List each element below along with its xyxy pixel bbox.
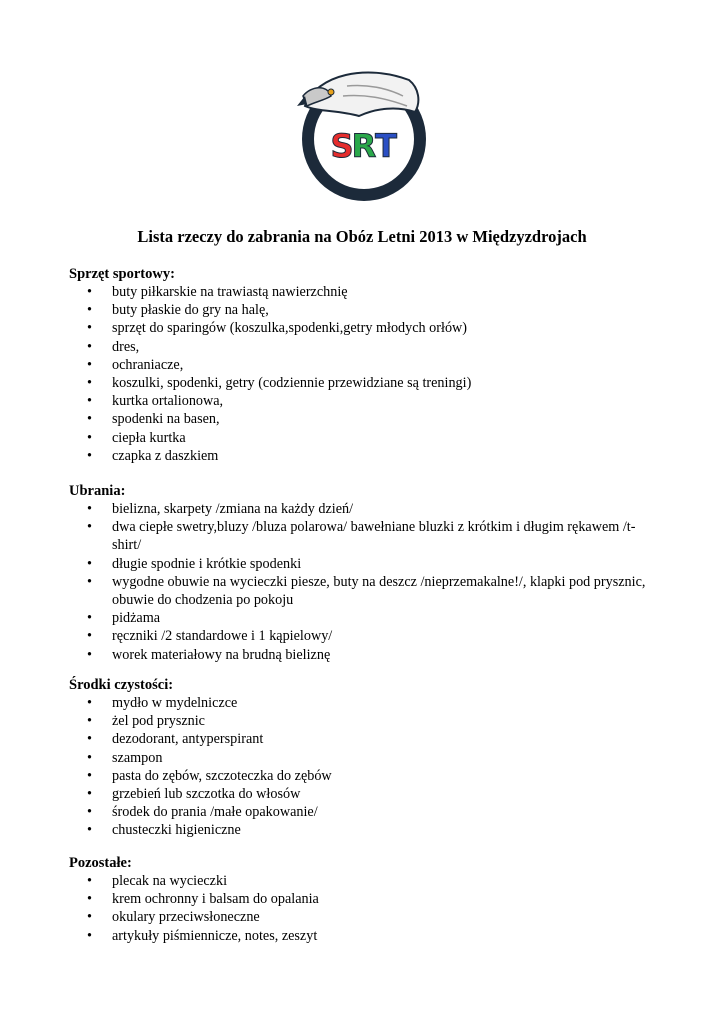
list-item: • plecak na wycieczki	[69, 872, 652, 890]
list-item: • czapka z daszkiem	[69, 447, 652, 465]
section-clothes	[69, 482, 669, 664]
list-item: • grzebień lub szczotka do włosów	[69, 785, 652, 803]
logo-ring-text: MŁODE ORŁY HALINÓW	[314, 153, 414, 191]
list-item: • żel pod prysznic	[69, 712, 652, 730]
section-heading: Sprzęt sportowy:	[69, 266, 175, 282]
list-item: • okulary przeciwsłoneczne	[69, 908, 652, 926]
list-item: • dwa ciepłe swetry,bluzy /bluza polarowa/ bawełniane bluzki z krótkim i długim rękawem /t-shirt/	[69, 518, 652, 554]
list-item: • buty płaskie do gry na halę,	[69, 301, 652, 319]
section-toiletries	[69, 676, 669, 840]
list-item: • worek materiałowy na brudną bieliznę	[69, 646, 652, 664]
section-heading: Pozostałe:	[69, 855, 132, 871]
list-item: • sprzęt do sparingów (koszulka,spodenki,getry młodych orłów)	[69, 319, 652, 337]
item-list	[69, 872, 669, 945]
logo-letter-s: S	[330, 127, 354, 165]
list-item: • pasta do zębów, szczoteczka do zębów	[69, 767, 652, 785]
item-list	[69, 500, 669, 664]
section-sports-equipment	[69, 265, 669, 465]
list-item: • bielizna, skarpety /zmiana na każdy dzień/	[69, 500, 652, 518]
list-item: • krem ochronny i balsam do opalania	[69, 890, 652, 908]
srt-club-logo	[297, 66, 431, 206]
logo-letter-t: T	[375, 127, 397, 165]
list-item: • buty piłkarskie na trawiastą nawierzchnię	[69, 283, 652, 301]
item-list	[69, 694, 669, 840]
list-item: • koszulki, spodenki, getry (codziennie przewidziane są treningi)	[69, 374, 652, 392]
list-item: • długie spodnie i krótkie spodenki	[69, 555, 652, 573]
list-item: • wygodne obuwie na wycieczki piesze, buty na deszcz /nieprzemakalne!/, klapki pod prysznic, obuwie do chodzenia po pokoju	[69, 573, 652, 609]
list-item: • spodenki na basen,	[69, 410, 652, 428]
page-title: Lista rzeczy do zabrania na Obóz Letni 2013 w Międzyzdrojach	[137, 227, 587, 246]
list-item: • chusteczki higieniczne	[69, 821, 652, 839]
list-item: • mydło w mydelniczce	[69, 694, 652, 712]
list-item: • artykuły piśmiennicze, notes, zeszyt	[69, 927, 652, 945]
list-item: • dezodorant, antyperspirant	[69, 730, 652, 748]
section-heading: Ubrania:	[69, 483, 126, 499]
list-item: • ochraniacze,	[69, 356, 652, 374]
section-other	[69, 854, 669, 945]
item-list	[69, 283, 669, 465]
list-item: • pidżama	[69, 609, 652, 627]
list-item: • ręczniki /2 standardowe i 1 kąpielowy/	[69, 627, 652, 645]
list-item: • kurtka ortalionowa,	[69, 392, 652, 410]
logo-letter-r: R	[351, 127, 377, 165]
list-item: • szampon	[69, 749, 652, 767]
list-item: • dres,	[69, 338, 652, 356]
list-item: • środek do prania /małe opakowanie/	[69, 803, 652, 821]
section-heading: Środki czystości:	[69, 677, 174, 693]
eagle-head-icon	[297, 72, 418, 116]
list-item: • ciepła kurtka	[69, 429, 652, 447]
